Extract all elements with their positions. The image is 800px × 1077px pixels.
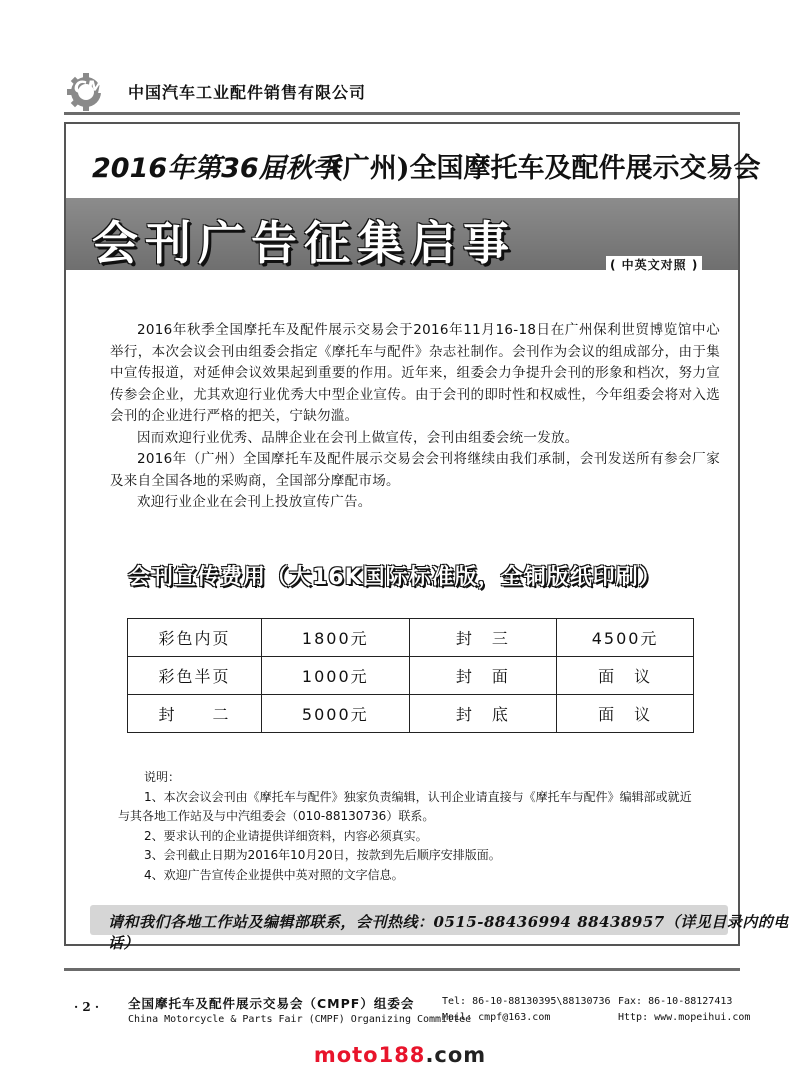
table-cell: 1000元 [261,657,409,695]
intro-paragraph: 2016年（广州）全国摩托车及配件展示交易会会刊将继续由我们承制，会刊发送所有参会厂家及来自全国各地的采购商，全国部分摩配市场。 [110,451,720,489]
company-name: 中国汽车工业配件销售有限公司 [128,83,367,102]
contact-mail: Mail: cmpf@163.com [442,1012,551,1023]
organizer-name-cn: 全国摩托车及配件展示交易会（CMPF）组委会 [128,996,415,1011]
table-cell: 彩色半页 [128,657,262,695]
banner-heading: 会刊广告征集启事 [92,216,516,270]
table-cell: 4500元 [557,619,694,657]
table-cell: 彩色内页 [128,619,262,657]
title-fair-name: (广州)全国摩托车及配件展示交易会 [330,153,761,184]
note-item: 3、会刊截止日期为2016年10月20日，按款到先后顺序安排版面。 [144,848,501,862]
table-row [128,657,694,695]
note-item: 1、本次会议会刊由《摩托车与配件》独家负责编辑，认刊企业请直接与《摩托车与配件》编辑部或就近 [144,789,692,804]
bottom-divider [64,968,740,971]
watermark-part: .com [425,1043,487,1067]
hotline-text: 请和我们各地工作站及编辑部联系，会刊热线：0515-88436994 88438957（详见目录内的电话） [108,913,789,952]
fee-heading: 会刊宣传费用（大16K国际标准版，全铜版纸印刷） [128,565,662,590]
intro-paragraph: 2016年秋季全国摩托车及配件展示交易会于2016年11月16-18日在广州保利世贸博览馆中心举行，本次会议会刊由组委会指定《摩托车与配件》杂志社制作。会刊作为会议的组成部分，由于集中宣传报道，对延伸会议效果起到重要的作用。近年来，组委会力争提升会刊的形象和档次，努力宣传参会企业，尤其欢迎行业优秀大中型企业宣传。由于会刊的即时性和权威性，今年组委会将对入选会刊的企业进行严格的把关，宁缺勿滥。 [110,322,720,424]
contact-tel: Tel: 86-10-88130395\88130736 [442,996,611,1007]
intro-text [110,320,720,514]
notes-section [118,768,718,885]
page-number: · 2 · [74,1000,100,1014]
table-row [128,695,694,733]
notes-heading: 说明： [144,770,181,784]
title-year-edition: 2016年第36届秋季 [92,153,340,184]
intro-paragraph: 欢迎行业企业在会刊上投放宣传广告。 [137,494,372,510]
intro-paragraph: 因而欢迎行业优秀、品牌企业在会刊上做宣传，会刊由组委会统一发放。 [137,429,579,446]
note-item: 2、要求认刊的企业请提供详细资料，内容必须真实。 [144,828,428,843]
note-item: 4、欢迎广告宣传企业提供中英对照的文字信息。 [144,867,404,882]
table-cell: 1800元 [261,619,409,657]
organizer-name-en: China Motorcycle & Parts Fair (CMPF) Organizing Committee [128,1014,472,1025]
banner-subheading: ( 中英文对照 ) [606,256,702,273]
note-item: 与其各地工作站及与中汽组委会（010-88130736）联系。 [118,809,435,823]
table-cell: 面 议 [557,695,694,733]
table-cell: 封 二 [128,695,262,733]
watermark-part: moto188 [313,1043,426,1067]
table-cell: 5000元 [261,695,409,733]
table-cell: 封 三 [409,619,557,657]
contact-fax: Fax: 86-10-88127413 [618,996,733,1007]
contact-website: Http: www.mopeihui.com [618,1012,751,1023]
table-row [128,619,694,657]
site-watermark [0,1043,800,1067]
table-cell: 封 面 [409,657,557,695]
top-divider [64,112,740,115]
table-cell: 封 底 [409,695,557,733]
table-cell: 面 议 [557,657,694,695]
logo-text: CMPF [74,78,130,98]
fee-table [127,618,694,733]
